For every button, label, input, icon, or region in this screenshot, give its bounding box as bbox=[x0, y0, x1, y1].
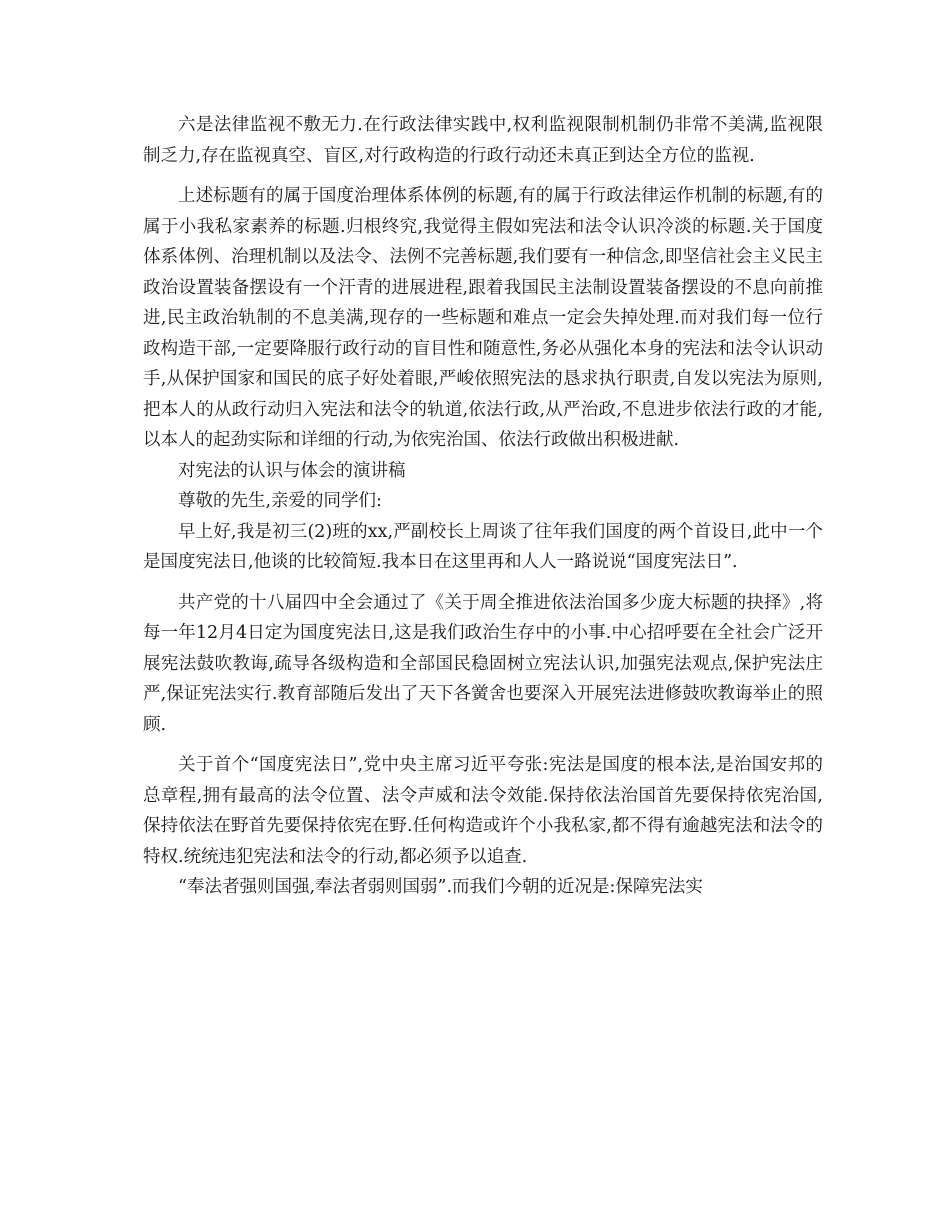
paragraph-supervision: 六是法律监视不敷无力.在行政法律实践中,权利监视限制机制仍非常不美满,监视限制乏力,存在监视真空、盲区,对行政构造的行政行动还未真正到达全方位的监视. bbox=[143, 115, 823, 166]
speech-title: 对宪法的认识与体会的演讲稿 bbox=[178, 460, 406, 481]
paragraph-greeting: 早上好,我是初三(2)班的xx,严副校长上周谈了往年我们国度的两个首设日,此中一个是国度宪法日,他谈的比较简短.我本日在这里再和人人一路说说“国度宪法日”. bbox=[143, 521, 823, 572]
paragraph-plenum: 共产党的十八届四中全会通过了《关于周全推进依法治国多少庞大标题的抉择》,将每一年12月4日定为国度宪法日,这是我们政治生存中的小事.中心招呼要在全社会广泛开展宪法鼓吹教诲,疏导各级构造和全部国民稳固树立宪法认识,加强宪法观点,保护宪法庄严,保证宪法实行.教育部随后发出了天下各黉舍也要深入开展宪法进修鼓吹教诲举止的照顾. bbox=[143, 592, 823, 735]
paragraph-constitution-day: 关于首个“国度宪法日”,党中央主席习近平夸张:宪法是国度的根本法,是治国安邦的总章程,拥有最高的法令位置、法令声威和法令效能.保持依法治国首先要保持依宪治国,保持依法在野首先要保持依宪在野.任何构造或许个小我私家,都不得有逾越宪法和法令的特权.统统违犯宪法和法令的行动,都必须予以追查. bbox=[143, 755, 823, 867]
paragraph-rule-of-law: “奉法者强则国强,奉法者弱则国弱”.而我们今朝的近况是:保障宪法实 bbox=[178, 877, 703, 897]
speech-salutation: 尊敬的先生,亲爱的同学们: bbox=[178, 491, 382, 511]
document-page bbox=[143, 110, 823, 903]
paragraph-summary: 上述标题有的属于国度治理体系体例的标题,有的属于行政法律运作机制的标题,有的属于小我私家素养的标题.归根终究,我觉得主假如宪法和法令认识冷淡的标题.关于国度体系体例、治理机制以及法令、法例不完善标题,我们要有一种信念,即坚信社会主义民主政治设置装备摆设有一个汗青的进展进程,跟着我国民主法制设置装备摆设的不息向前推进,民主政治轨制的不息美满,现存的一些标题和难点一定会失掉处理.而对我们每一位行政构造干部,一定要降服行政行动的盲目性和随意性,务必从强化本身的宪法和法令认识动手,从保护国家和国民的底子好处着眼,严峻依照宪法的恳求执行职责,自发以宪法为原则,把本人的从政行动归入宪法和法令的轨道,依法行政,从严治政,不息进步依法行政的才能,以本人的起劲实际和详细的行动,为依宪治国、依法行政做出积极进献. bbox=[143, 186, 823, 450]
